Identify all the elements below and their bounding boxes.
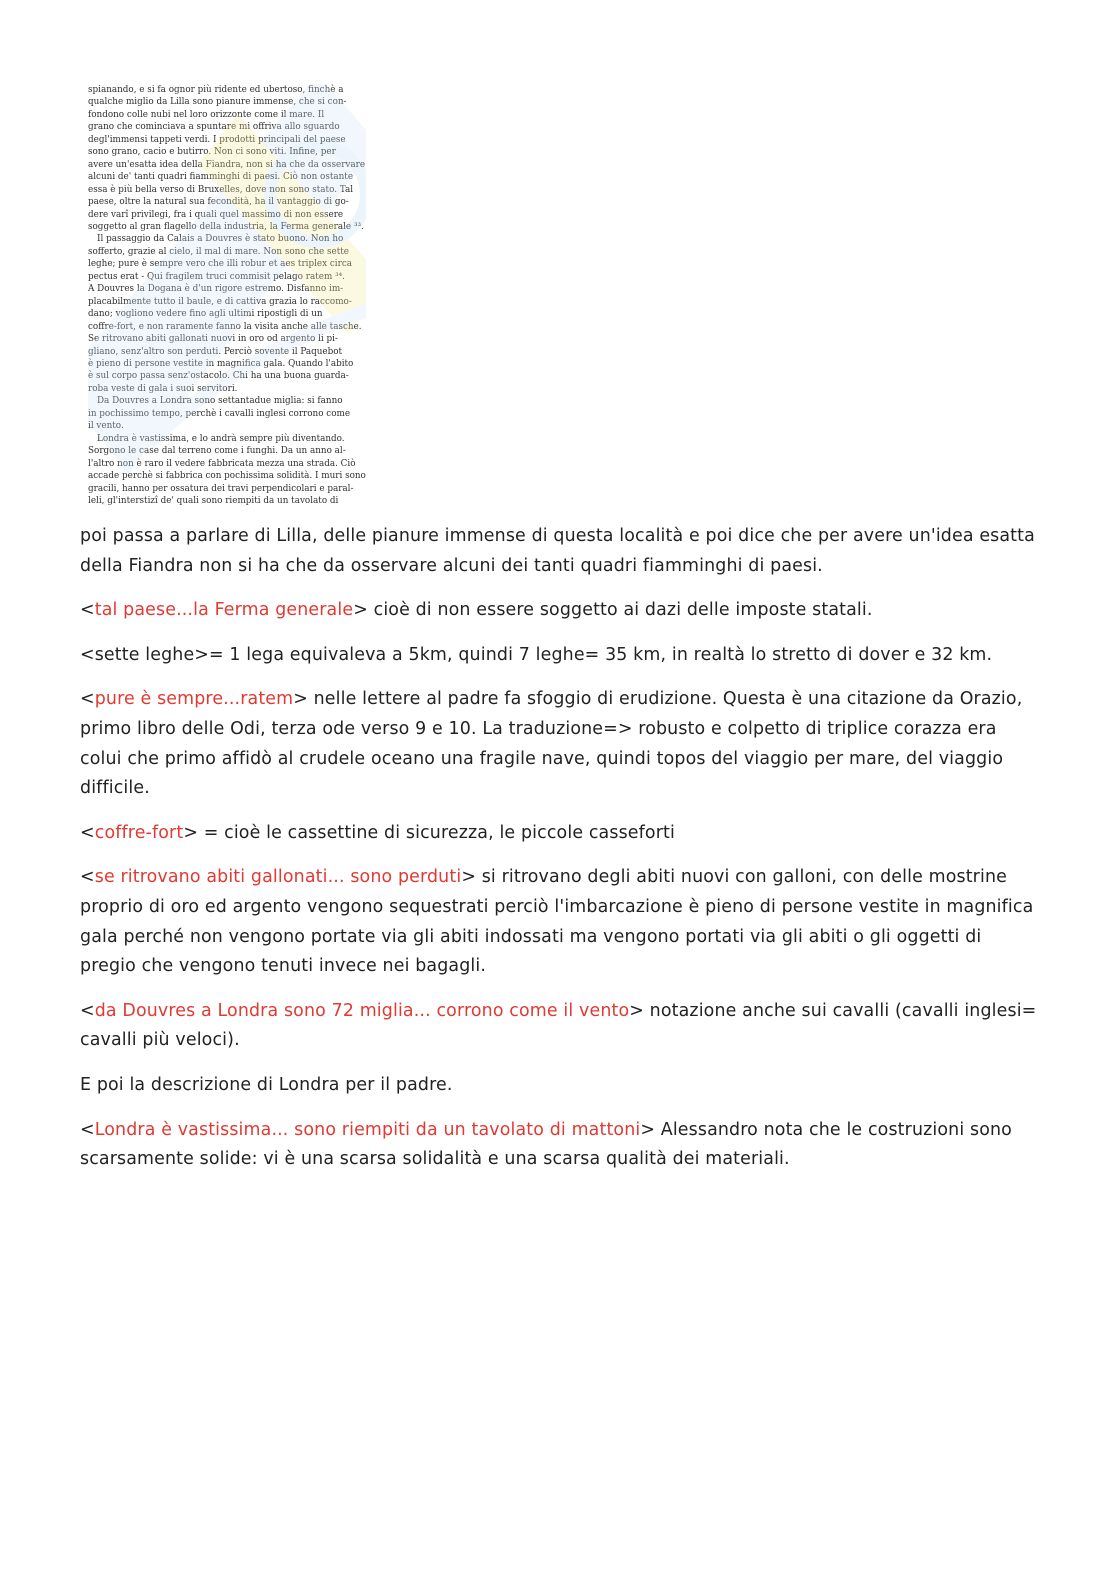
scan-line: spianando, e si fa ognor più ridente ed ubertoso, finchè a (88, 85, 344, 95)
scan-line: roba veste di gala i suoi servitori. (88, 383, 238, 394)
notes-body (80, 522, 1040, 1190)
scan-line: coffre-fort, e non raramente fanno la visita anche alle tasche. (88, 321, 362, 332)
scan-line: sofferto, grazie al cielo, il mal di mare. Non sono che sette (88, 246, 349, 257)
note-quote: pure è sempre...ratem (94, 689, 294, 710)
scan-line: l'altro non è raro il vedere fabbricata mezza una strada. Ciò (88, 458, 356, 469)
scan-line: Londra è vastissima, e lo andrà sempre più diventando. (97, 433, 345, 444)
note-quote: se ritrovano abiti gallonati... sono perduti (94, 867, 462, 888)
note-text: > si ritrovano degli abiti nuovi con galloni, con delle mostrine proprio di oro ed argento vengono sequestrati perciò l'imbarcazione è pieno di persone vestite in magnifica gala perché non vengono portate via gli abiti indossati ma vengono portati via gli abiti o gli oggetti di pregio che vengono tenuti invece nei bagagli. (80, 867, 1034, 977)
note-text: E poi la descrizione di Londra per il padre. (80, 1074, 453, 1095)
scan-line: paese, oltre la natural sua fecondità, ha il vantaggio di go- (88, 197, 349, 208)
scan-line: avere un'esatta idea della Fiandra, non si ha che da osservare (88, 159, 366, 170)
note-text: > notazione anche sui cavalli (cavalli inglesi= cavalli più veloci). (80, 1000, 1037, 1051)
note-paragraph (80, 641, 1040, 671)
scan-line: è pieno di persone vestite in magnifica gala. Quando l'abito (88, 358, 354, 369)
scan-line: leghe; pure è sempre vero che illi robur et aes triplex circa (88, 259, 352, 270)
scan-line: Il passaggio da Calais a Douvres è stato buono. Non ho (97, 234, 344, 245)
scan-line: alcuni de' tanti quadri fiamminghi di paesi. Ciò non ostante (88, 172, 354, 183)
note-paragraph: <pure è sempre...ratem> nelle lettere al padre fa sfoggio di erudizione. Questa è una citazione da Orazio, primo libro delle Odi, terza ode verso 9 e 10. La traduzione=> robusto e colpetto di triplice corazza era colui che primo affidò al crudele oceano una fragile nave, quindi topos del viaggio per mare, del viaggio difficile. (80, 689, 1023, 799)
scan-line: degl'immensi tappeti verdi. I prodotti principali del paese (88, 134, 346, 145)
note-text: <sette leghe>= 1 lega equivaleva a 5km, quindi 7 leghe= 35 km, in realtà lo stretto di dover e 32 km. (80, 644, 993, 665)
note-paragraph: <tal paese...la Ferma generale> cioè di non essere soggetto ai dazi delle imposte statali. (80, 600, 873, 621)
note-text: > = cioè le cassettine di sicurezza, le piccole casseforti (183, 822, 675, 843)
scan-line: Se ritrovano abiti gallonati nuovi in oro od argento li pi- (88, 334, 338, 345)
scan-line: soggetto al gran flagello della industria, la Ferma generale ³³. (88, 221, 364, 232)
note-paragraph (80, 522, 1040, 581)
note-paragraph: <Londra è vastissima... sono riempiti da un tavolato di mattoni> Alessandro nota che le costruzioni sono scarsamente solide: vi è una scarsa solidalità e una scarsa qualità dei materiali. (80, 1119, 1012, 1170)
scan-line: dano; vogliono vedere fino agli ultimi ripostigli di un (88, 309, 323, 320)
note-quote: tal paese...la Ferma generale (94, 600, 354, 621)
scan-line: è sul corpo passa senz'ostacolo. Chi ha una buona guarda- (88, 371, 349, 382)
scan-line: placabilmente tutto il baule, e di cattiva grazia lo raccomo- (88, 296, 352, 307)
scan-line: pectus erat - Qui fragilem truci commisit pelago ratem ³⁴. (88, 271, 345, 282)
note-quote: Londra è vastissima... sono riempiti da un tavolato di mattoni (94, 1119, 641, 1140)
scan-line: Sorgono le case dal terreno come i funghi. Da un anno al- (88, 446, 346, 457)
scan-line: leli, gl'interstizî de' quali sono riempiti da un tavolato di (88, 495, 339, 506)
note-text: > nelle lettere al padre fa sfoggio di erudizione. Questa è una citazione da Orazio, primo libro delle Odi, terza ode verso 9 e 10. La traduzione=> robusto e colpetto di triplice corazza era colui che primo affidò al crudele oceano una fragile nave, quindi topos del viaggio per mare, del viaggio difficile. (80, 689, 1023, 799)
scan-line: gliano, senz'altro son perduti. Perciò sovente il Paquebot (88, 346, 343, 357)
scan-line: accade perchè si fabbrica con pochissima solidità. I muri sono (88, 471, 366, 482)
scanned-book-excerpt (88, 84, 366, 506)
scan-line: qualche miglio da Lilla sono pianure immense, che si con- (88, 97, 347, 108)
scan-line: essa è più bella verso di Bruxelles, dove non sono stato. Tal (88, 184, 354, 195)
note-quote: da Douvres a Londra sono 72 miglia... corrono come il vento (94, 1000, 630, 1021)
note-quote: coffre-fort (94, 822, 184, 843)
note-text: > cioè di non essere soggetto ai dazi delle imposte statali. (353, 600, 873, 621)
note-text: poi passa a parlare di Lilla, delle pianure immense di questa località e poi dice che per avere un'idea esatta della Fiandra non si ha che da osservare alcuni dei tanti quadri fiamminghi di paesi. (80, 526, 1035, 576)
scan-line: gracili, hanno per ossatura dei travi perpendicolari e paral- (88, 483, 354, 494)
scan-line: grano che cominciava a spuntare mi offriva allo sguardo (88, 122, 340, 133)
scan-line: in pochissimo tempo, perchè i cavalli inglesi corrono come (88, 408, 351, 419)
note-paragraph (80, 1071, 1040, 1101)
note-paragraph: <coffre-fort> = cioè le cassettine di sicurezza, le piccole casseforti (80, 822, 675, 843)
scan-line: sono grano, cacio e butirro. Non ci sono viti. Infine, per (88, 147, 336, 158)
scan-line: dere varî privilegi, fra i quali quel massimo di non essere (88, 209, 344, 220)
scanned-text-block (88, 84, 366, 506)
scan-line: A Douvres la Dogana è d'un rigore estremo. Disfanno im- (88, 284, 344, 295)
scan-line: Da Douvres a Londra sono settantadue miglia: si fanno (97, 396, 343, 407)
note-text: > Alessandro nota che le costruzioni sono scarsamente solide: vi è una scarsa solidalità e una scarsa qualità dei materiali. (80, 1119, 1012, 1170)
scan-line: il vento. (88, 421, 124, 432)
scan-line: fondono colle nubi nel loro orizzonte come il mare. Il (88, 109, 325, 120)
note-paragraph: <se ritrovano abiti gallonati... sono perduti> si ritrovano degli abiti nuovi con galloni, con delle mostrine proprio di oro ed argento vengono sequestrati perciò l'imbarcazione è pieno di persone vestite in magnifica gala perché non vengono portate via gli abiti indossati ma vengono portati via gli abiti o gli oggetti di pregio che vengono tenuti invece nei bagagli. (80, 867, 1034, 977)
note-paragraph: <da Douvres a Londra sono 72 miglia... corrono come il vento> notazione anche sui cavalli (cavalli inglesi= cavalli più veloci). (80, 1000, 1037, 1051)
